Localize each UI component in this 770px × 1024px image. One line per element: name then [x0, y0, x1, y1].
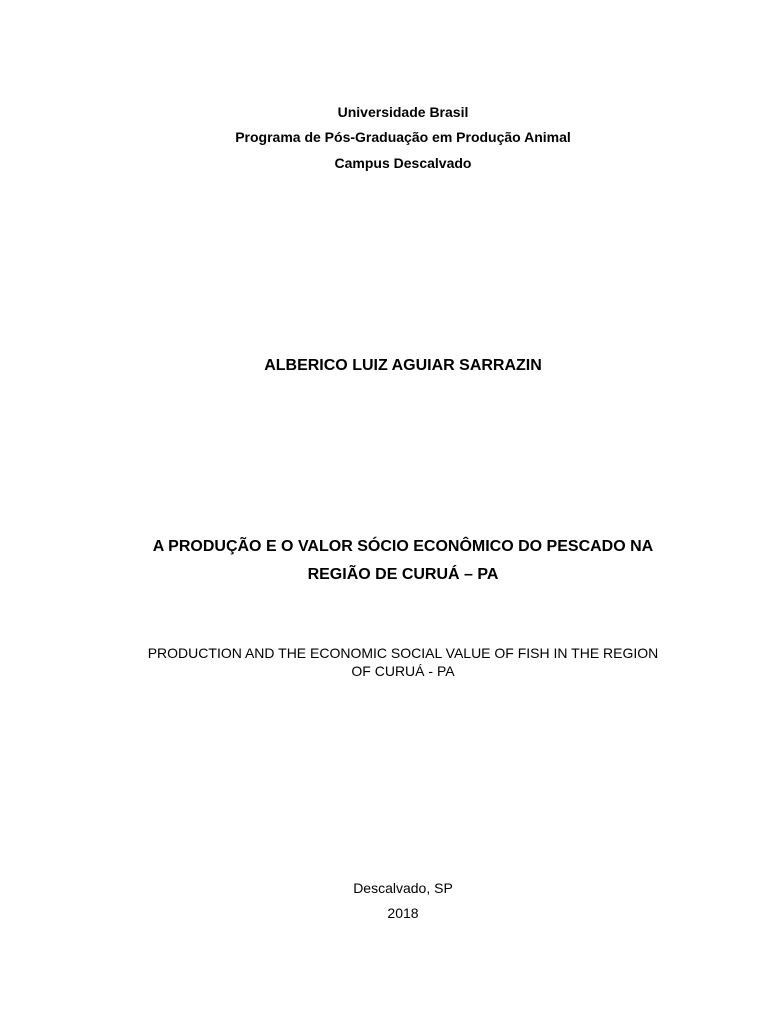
title-portuguese-line-2: REGIÃO DE CURUÁ – PA — [307, 566, 499, 583]
title-english-line-2: OF CURUÁ - PA — [351, 663, 455, 679]
location: Descalvado, SP — [353, 880, 453, 896]
university-name: Universidade Brasil — [337, 104, 469, 120]
author-name: ALBERICO LUIZ AGUIAR SARRAZIN — [264, 357, 542, 374]
title-portuguese-line-1: A PRODUÇÃO E O VALOR SÓCIO ECONÔMICO DO PESCADO NA — [152, 538, 654, 555]
campus-name: Campus Descalvado — [334, 155, 472, 171]
year: 2018 — [387, 905, 419, 921]
title-english-line-1: PRODUCTION AND THE ECONOMIC SOCIAL VALUE OF FISH IN THE REGION — [147, 645, 659, 661]
program-name: Programa de Pós-Graduação em Produção Animal — [235, 129, 571, 145]
